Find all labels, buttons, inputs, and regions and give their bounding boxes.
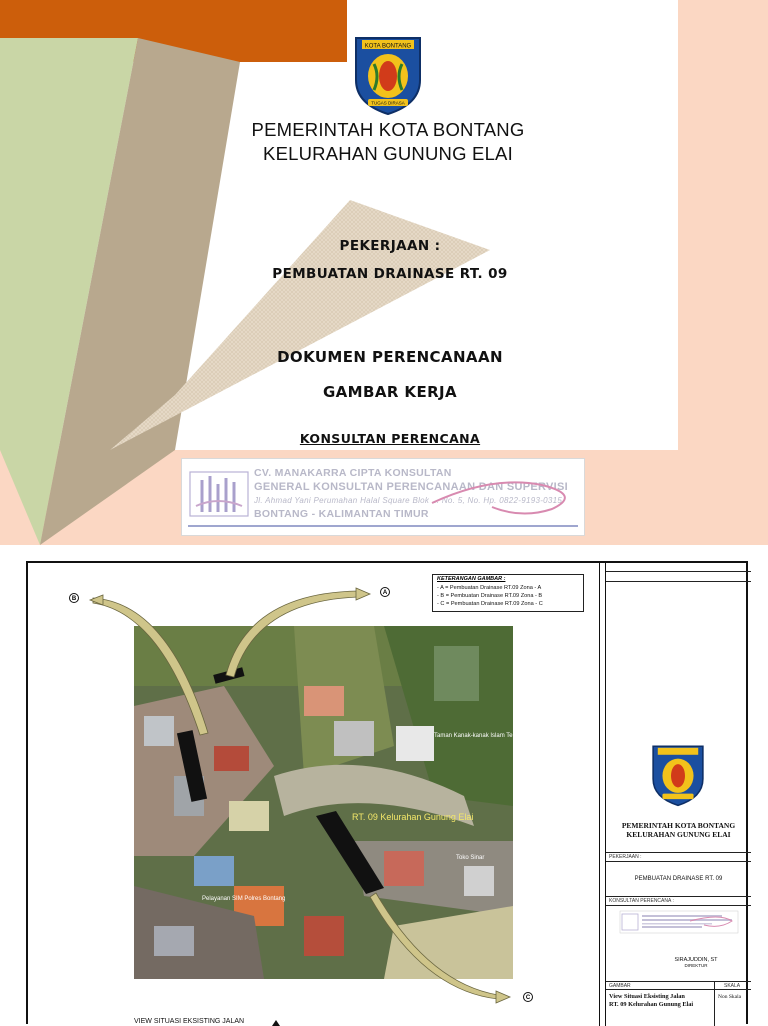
arrow-b: [93, 598, 208, 735]
arrow-c: [370, 893, 498, 999]
tb-scale-label: SKALA: [724, 983, 741, 989]
arrow-a: [226, 591, 358, 677]
svg-text:C: C: [525, 995, 531, 1002]
legend-row-a: - A = Pembuatan Drainase RT.09 Zona - A: [437, 585, 542, 591]
tb-drawing-value-1: View Situasi Eksisting Jalan: [609, 993, 685, 1000]
firm-logo-icon: [188, 466, 250, 522]
tb-gov-line-2: KELURAHAN GUNUNG ELAI: [626, 830, 731, 839]
tb-director-title: DIREKTUR: [684, 963, 708, 968]
legend-row-c: - C = Pembuatan Drainase RT.09 Zona - C: [437, 601, 543, 607]
title-block-separator: [599, 563, 600, 1026]
firm-address: Jl. Ahmad Yani Perumahan Halal Square Blok ... No. 5, No. Hp. 0822-9193-0315: [254, 496, 563, 505]
document-subtype: GAMBAR KERJA: [322, 383, 458, 401]
svg-text:B: B: [71, 596, 77, 603]
tb-drawing-value-2: RT. 09 Kelurahan Gunung Elai: [609, 1001, 694, 1008]
firm-service: GENERAL KONSULTAN PERENCANAAN DAN SUPERVISI: [254, 481, 569, 493]
consultant-label: KONSULTAN PERENCANA: [299, 431, 481, 446]
tb-drawing-label: GAMBAR: [609, 983, 631, 989]
tb-director-name: SIRAJUDDIN, ST: [674, 957, 718, 963]
firm-swoosh: [432, 473, 582, 523]
document-type: DOKUMEN PERENCANAAN: [277, 348, 503, 366]
legend-title: KETERANGAN GAMBAR :: [437, 576, 506, 582]
title-block-emblem-icon: [650, 743, 706, 807]
firm-name: CV. MANAKARRA CIPTA KONSULTAN: [254, 467, 452, 479]
map-label-school: Taman Kanak-kanak Islam Terpadu: [434, 733, 528, 739]
emblem-icon: [352, 34, 424, 116]
tb-firm-logo: [620, 911, 738, 933]
svg-text:KOTA BONTANG: KOTA BONTANG: [364, 43, 412, 50]
firm-city: BONTANG - KALIMANTAN TIMUR: [254, 508, 429, 520]
map-label-rt: RT. 09 Kelurahan Gunung Elai: [352, 812, 474, 822]
view-label: VIEW SITUASI EKSISTING JALAN: [134, 1018, 245, 1025]
north-arrow-icon: [272, 1020, 280, 1026]
map-label-sim: Pelayanan SIM Polres Bontang: [202, 896, 286, 902]
tb-gov-line-1: PEMERINTAH KOTA BONTANG: [621, 821, 736, 830]
svg-text:TUGAS DIRASA: TUGAS DIRASA: [371, 100, 405, 106]
tb-work-label: PEKERJAAN :: [609, 854, 642, 860]
svg-text:A: A: [382, 590, 388, 597]
tb-work-value: PEMBUATAN DRAINASE RT. 09: [634, 876, 723, 882]
map-label-other: Toko Sinar: [456, 855, 485, 861]
tb-scale-value: Non Skala: [718, 994, 742, 1000]
tb-consultant-label: KONSULTAN PERENCANA :: [609, 898, 674, 904]
kota-bontang-emblem: [352, 34, 424, 116]
government-line-1: PEMERINTAH KOTA BONTANG: [251, 119, 525, 140]
government-line-2: KELURAHAN GUNUNG ELAI: [263, 143, 513, 164]
drawing-sheet: [26, 561, 748, 1024]
legend-row-b: - B = Pembuatan Drainase RT.09 Zona - B: [437, 593, 543, 599]
callout-arrows: [28, 563, 599, 1026]
consultant-firm-logo: [181, 458, 585, 536]
work-label: PEKERJAAN :: [339, 238, 441, 254]
work-title: PEMBUATAN DRAINASE RT. 09: [272, 266, 508, 282]
title-block: [605, 563, 750, 1026]
